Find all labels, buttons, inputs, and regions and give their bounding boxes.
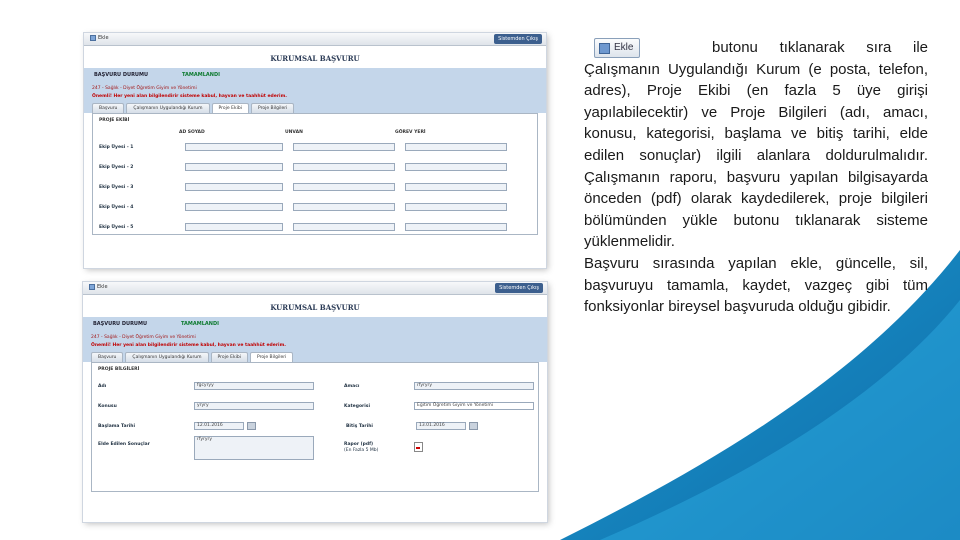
screenshot-proje-bilgileri	[83, 282, 547, 522]
tab-bar	[91, 352, 539, 362]
kategori-select[interactable]: Eğitim Öğretim Giyim ve Yönetimi	[414, 402, 534, 410]
toolbar	[83, 282, 547, 295]
section-title: PROJE EKİBİ	[99, 118, 130, 123]
pdf-upload-icon[interactable]	[414, 442, 423, 452]
unvan-input[interactable]	[293, 203, 395, 211]
amaci-input[interactable]: rfyryry	[414, 382, 534, 390]
bitis-label: Bitiş Tarihi	[346, 423, 373, 429]
adi-input[interactable]: fgcyryy	[194, 382, 314, 390]
row-label: Ekip Üyesi - 1	[99, 144, 134, 150]
caption-paragraph-1: Ekle butonu tıklanarak sıra ile Çalışmanın Uygulandığı Kurum (e posta, telefon, adres), Proje Ekibi (en fazla 5 üye girişi yapılabilecektir) ve Proje Bilgileri (adı, amacı, konusu, kategorisi, başlama ve bitiş tarihi, elde edilen sonuçlar) ilgili alanlara doldurulmalıdır. Çalışmanın raporu, başvuru yapılan bilgisayarda önceden (pdf) olarak kaydedilerek, proje bilgileri bölümünden yükle butonu tıklanarak sisteme yüklenmelidir.	[584, 39, 928, 251]
tab-kurum[interactable]: Çalışmanın Uygulandığı Kurum	[125, 352, 208, 362]
sonuc-textarea[interactable]: rfyryry	[194, 436, 314, 460]
team-row-5	[93, 217, 537, 237]
form-title: KURUMSAL BAŞVURU	[270, 303, 360, 312]
calendar-icon[interactable]	[469, 422, 478, 430]
ad-soyad-input[interactable]	[185, 143, 283, 151]
gorev-yeri-input[interactable]	[405, 203, 507, 211]
field-row	[92, 396, 538, 416]
sonuc-label: Elde Edilen Sonuçlar	[98, 442, 150, 447]
konusu-input[interactable]: yryry	[194, 402, 314, 410]
row-label: Ekip Üyesi - 5	[99, 224, 134, 230]
team-row-4	[93, 197, 537, 217]
add-icon	[599, 43, 610, 54]
team-row-1	[93, 137, 537, 157]
form-title: KURUMSAL BAŞVURU	[270, 54, 360, 63]
bitis-date-input[interactable]: 13.01.2016	[416, 422, 466, 430]
gorev-yeri-input[interactable]	[405, 163, 507, 171]
baslama-label: Başlama Tarihi	[98, 423, 136, 429]
caption-text	[584, 37, 928, 318]
header-area	[84, 82, 546, 113]
tab-basvuru[interactable]: Başvuru	[91, 352, 123, 362]
tab-proje-ekibi[interactable]: Proje Ekibi	[211, 352, 248, 362]
kategori-label: Kategorisi	[344, 403, 371, 409]
tab-proje-bilgileri[interactable]: Proje Bilgileri	[250, 352, 293, 362]
project-path: 247 - Sağlık - Diyet Öğretim Giyim ve Yönetimi	[91, 335, 196, 340]
ad-soyad-input[interactable]	[185, 183, 283, 191]
ekle-button[interactable]: Ekle	[90, 35, 109, 41]
team-panel	[92, 113, 538, 235]
section-title: PROJE BİLGİLERİ	[98, 367, 140, 372]
status-label: BAŞVURU DURUMU	[94, 72, 149, 78]
gorev-yeri-input[interactable]	[405, 223, 507, 231]
tab-bar	[92, 103, 538, 113]
field-row	[92, 416, 538, 436]
status-value: TAMAMLANDI	[181, 321, 219, 327]
ad-soyad-input[interactable]	[185, 223, 283, 231]
caption-paragraph-2: Başvuru sırasında yapılan ekle, güncelle, sil, başvuruyu tamamla, kaydet, vazgeç gibi tüm fonksiyonlar bireysel başvuruda olduğu gibidir.	[584, 254, 928, 316]
col-ad-soyad: AD SOYAD	[179, 129, 205, 135]
amaci-label: Amacı	[344, 383, 360, 389]
gorev-yeri-input[interactable]	[405, 143, 507, 151]
ad-soyad-input[interactable]	[185, 163, 283, 171]
status-bar	[83, 317, 547, 331]
status-bar	[84, 68, 546, 82]
row-label: Ekip Üyesi - 3	[99, 184, 134, 190]
col-gorev-yeri: GÖREV YERİ	[395, 129, 426, 135]
warning-text: Önemli! Her yeni alan bilgilendirir sisteme kabul, hayvan ve taahhüt ederim.	[91, 343, 286, 348]
ekle-button[interactable]: Ekle	[89, 284, 108, 290]
unvan-input[interactable]	[293, 183, 395, 191]
unvan-input[interactable]	[293, 163, 395, 171]
tab-proje-bilgileri[interactable]: Proje Bilgileri	[251, 103, 294, 113]
team-row-3	[93, 177, 537, 197]
unvan-input[interactable]	[293, 143, 395, 151]
col-unvan: UNVAN	[285, 129, 303, 135]
status-label: BAŞVURU DURUMU	[93, 321, 148, 327]
logout-button[interactable]: Sistemden Çıkış	[495, 283, 543, 293]
ekle-button-illustration: Ekle	[594, 38, 640, 58]
gorev-yeri-input[interactable]	[405, 183, 507, 191]
adi-label: Adı	[98, 383, 107, 389]
tab-basvuru[interactable]: Başvuru	[92, 103, 124, 113]
team-table-header	[93, 127, 537, 137]
team-row-2	[93, 157, 537, 177]
ad-soyad-input[interactable]	[185, 203, 283, 211]
status-value: TAMAMLANDI	[182, 72, 220, 78]
rapor-label: Rapor (pdf) (En Fazla 5 Mb)	[344, 442, 379, 453]
field-row	[92, 436, 538, 466]
tab-proje-ekibi[interactable]: Proje Ekibi	[212, 103, 249, 113]
screenshot-proje-ekibi	[84, 33, 546, 268]
row-label: Ekip Üyesi - 4	[99, 204, 134, 210]
row-label: Ekip Üyesi - 2	[99, 164, 134, 170]
project-info-panel	[91, 362, 539, 492]
logout-button[interactable]: Sistemden Çıkış	[494, 34, 542, 44]
header-area	[83, 331, 547, 362]
tab-kurum[interactable]: Çalışmanın Uygulandığı Kurum	[126, 103, 209, 113]
konusu-label: Konusu	[98, 403, 117, 409]
warning-text: Önemli! Her yeni alan bilgilendirir sisteme kabul, hayvan ve taahhüt ederim.	[92, 94, 287, 99]
add-icon	[89, 284, 95, 290]
calendar-icon[interactable]	[247, 422, 256, 430]
project-path: 247 - Sağlık - Diyet Öğretim Giyim ve Yönetimi	[92, 86, 197, 91]
toolbar	[84, 33, 546, 46]
add-icon	[90, 35, 96, 41]
field-row	[92, 376, 538, 396]
unvan-input[interactable]	[293, 223, 395, 231]
baslama-date-input[interactable]: 12.01.2016	[194, 422, 244, 430]
